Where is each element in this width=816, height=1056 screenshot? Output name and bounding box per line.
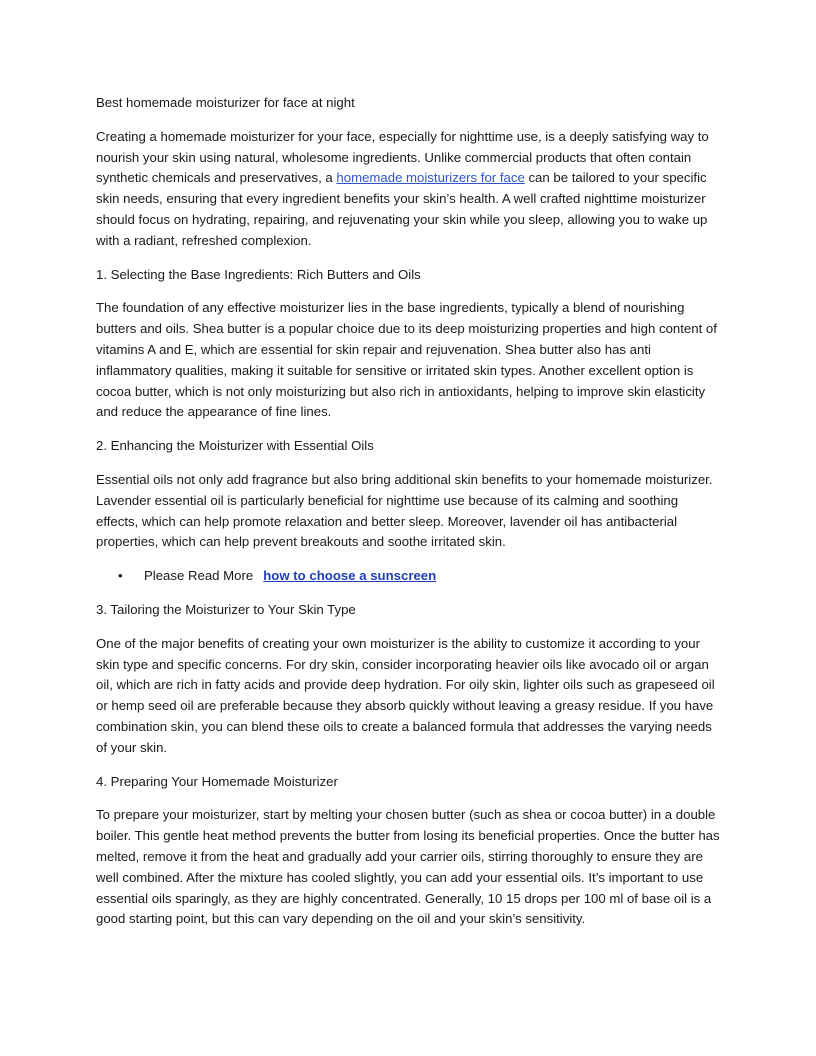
intro-paragraph <box>96 127 722 252</box>
intro-text-after-link: can be tailored to your specific skin needs, ensuring that every ingredient benefits your skin’s health. A well crafted nighttime moisturizer should focus on hydrating, repairing, and rejuvenating your skin while you sleep, allowing you to wake up with a radiant, refreshed complexion. <box>96 170 708 248</box>
read-more-item <box>96 566 722 587</box>
section3-body: One of the major benefits of creating your own moisturizer is the ability to customize it according to your skin type and specific concerns. For dry skin, consider incorporating heavier oils like avocado oil or argan oil, which are rich in fatty acids and provide deep hydration. For oily skin, lighter oils such as grapeseed oil or hemp seed oil are preferable because they absorb quickly without leaving a greasy residue. If you have combination skin, you can blend these oils to create a balanced formula that addresses the varying needs of your skin. <box>96 635 715 755</box>
homemade-moisturizers-link[interactable]: homemade moisturizers for face <box>336 170 525 186</box>
intro-text-before-link: Creating a homemade moisturizer for your face, especially for nighttime use, is a deeply satisfying way to nourish your skin using natural, wholesome ingredients. Unlike commercial products that often contain synthetic chemicals and preservatives, a <box>96 128 709 186</box>
section2-heading: 2. Enhancing the Moisturizer with Essential Oils <box>96 438 374 454</box>
read-more-label: Please Read More <box>144 568 254 584</box>
section4-body: To prepare your moisturizer, start by melting your chosen butter (such as shea or cocoa butter) in a double boiler. This gentle heat method prevents the butter from losing its beneficial properties. Once the butter has melted, remove it from the heat and gradually add your carrier oils, stirring thoroughly to ensure they are well combined. After the mixture has cooled slightly, you can add your essential oils. It’s important to use essential oils sparingly, as they are highly concentrated. Generally, 10 15 drops per 100 ml of base oil is a good starting point, but this can vary depending on the oil and your skin’s sensitivity. <box>96 807 720 927</box>
bullet-icon: • <box>118 568 123 584</box>
section1-body: The foundation of any effective moisturizer lies in the base ingredients, typically a blend of nourishing butters and oils. Shea butter is a popular choice due to its deep moisturizing properties and high content of vitamins A and E, which are essential for skin repair and rejuvenation. Shea butter also has anti inflammatory qualities, making it suitable for sensitive or irritated skin types. Another excellent option is cocoa butter, which is not only moisturizing but also rich in antioxidants, helping to improve skin elasticity and reduce the appearance of fine lines. <box>96 300 717 420</box>
sunscreen-link[interactable]: how to choose a sunscreen <box>263 568 437 584</box>
section1-heading: 1. Selecting the Base Ingredients: Rich Butters and Oils <box>96 266 421 282</box>
document-page <box>96 93 722 943</box>
section4-heading: 4. Preparing Your Homemade Moisturizer <box>96 773 338 789</box>
section3-heading: 3. Tailoring the Moisturizer to Your Skin Type <box>96 601 356 617</box>
read-more-list <box>96 566 722 587</box>
section2-body: Essential oils not only add fragrance but also bring additional skin benefits to your homemade moisturizer. Lavender essential oil is particularly beneficial for nighttime use because of its calming and soothing effects, which can help promote relaxation and better sleep. Moreover, lavender oil has antibacterial properties, which can help prevent breakouts and soothe irritated skin. <box>96 471 713 550</box>
document-title: Best homemade moisturizer for face at night <box>96 95 355 110</box>
